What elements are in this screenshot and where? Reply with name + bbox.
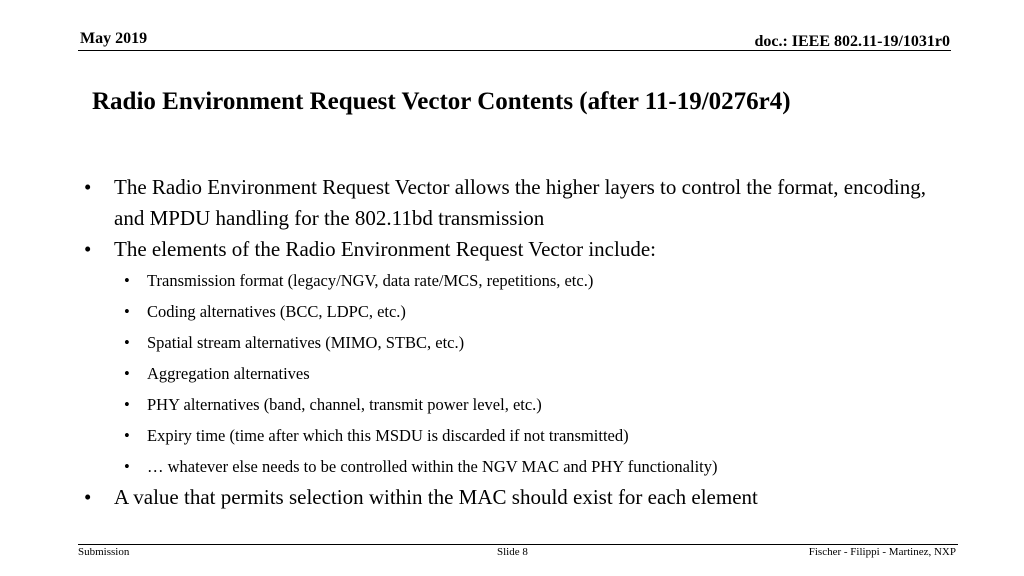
sub-bullet-text: Aggregation alternatives (147, 364, 310, 383)
bullet-icon: • (124, 395, 130, 414)
sub-bullet-item (84, 420, 944, 451)
slide-body (84, 172, 944, 513)
sub-bullet-text: Expiry time (time after which this MSDU is discarded if not transmitted) (147, 426, 629, 445)
bullet-item (84, 482, 944, 513)
footer-submission: Submission (78, 546, 130, 558)
bullet-text: The Radio Environment Request Vector allows the higher layers to control the format, encoding, and MPDU handling for the 802.11bd transmission (114, 175, 926, 230)
bullet-icon: • (84, 485, 92, 509)
bullet-icon: • (124, 271, 130, 290)
slide-title: Radio Environment Request Vector Contents (after 11-19/0276r4) (92, 88, 791, 115)
bullet-icon: • (124, 302, 130, 321)
bullet-icon: • (84, 237, 92, 261)
sub-bullet-text: Transmission format (legacy/NGV, data rate/MCS, repetitions, etc.) (147, 271, 594, 290)
footer-authors: Fischer - Filippi - Martinez, NXP (808, 546, 956, 558)
bullet-text: The elements of the Radio Environment Request Vector include: (114, 237, 656, 261)
bullet-item (84, 234, 944, 265)
sub-bullet-item (84, 265, 944, 296)
header-divider (78, 50, 951, 51)
bullet-item (84, 172, 944, 234)
sub-bullet-item (84, 389, 944, 420)
sub-bullet-item (84, 296, 944, 327)
header-date: May 2019 (80, 30, 148, 47)
bullet-icon: • (84, 175, 92, 199)
sub-bullet-item (84, 327, 944, 358)
bullet-text: A value that permits selection within the MAC should exist for each element (114, 485, 758, 509)
sub-bullet-text: Spatial stream alternatives (MIMO, STBC, etc.) (147, 333, 465, 352)
sub-bullet-item (84, 358, 944, 389)
bullet-icon: • (124, 333, 130, 352)
header-doc-id: doc.: IEEE 802.11-19/1031r0 (754, 33, 950, 50)
bullet-icon: • (124, 364, 130, 383)
sub-bullet-text: … whatever else needs to be controlled within the NGV MAC and PHY functionality) (147, 457, 718, 476)
sub-bullet-text: PHY alternatives (band, channel, transmit power level, etc.) (147, 395, 542, 414)
bullet-icon: • (124, 426, 130, 445)
footer-slide-number: Slide 8 (497, 546, 528, 558)
footer-divider (78, 544, 958, 545)
sub-bullet-item (84, 451, 944, 482)
sub-bullet-text: Coding alternatives (BCC, LDPC, etc.) (147, 302, 406, 321)
bullet-icon: • (124, 457, 130, 476)
